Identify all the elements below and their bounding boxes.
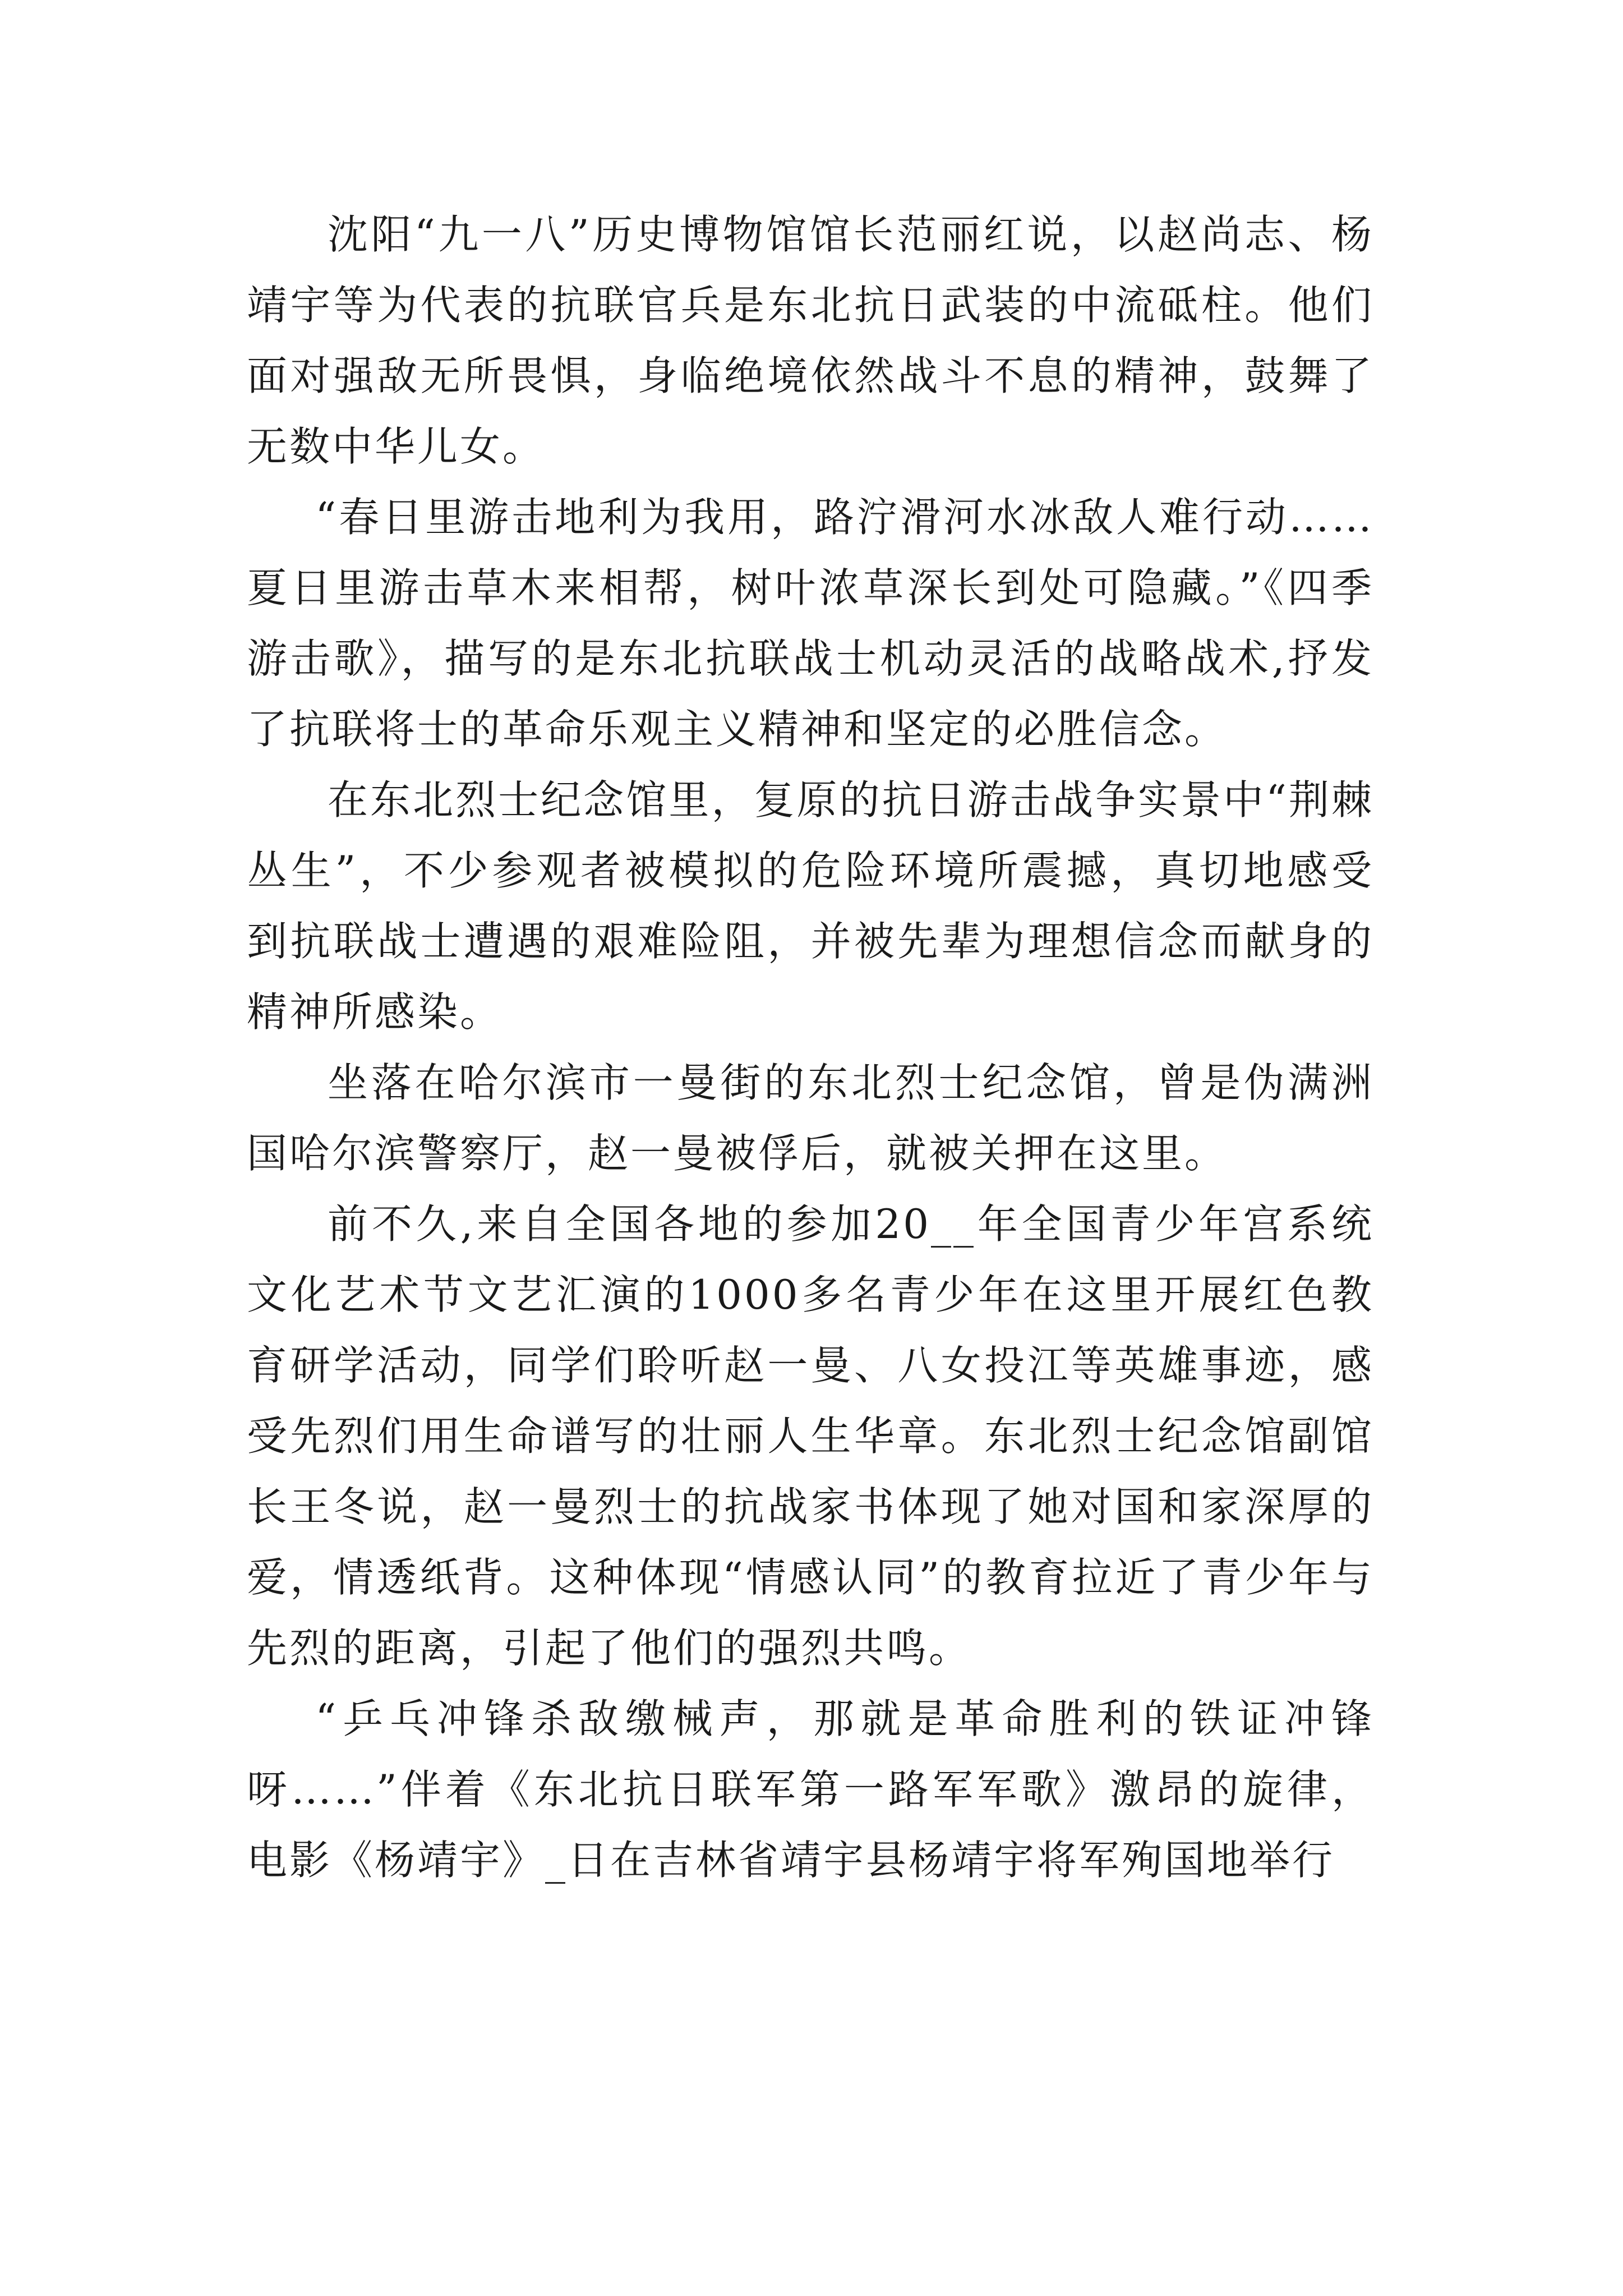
document-body	[247, 199, 1374, 1895]
paragraph-1: 沈阳“九一八”历史博物馆馆长范丽红说，以赵尚志、杨靖宇等为代表的抗联官兵是东北抗日武装的中流砥柱。他们面对强敌无所畏惧，身临绝境依然战斗不息的精神，鼓舞了无数中华儿女。	[247, 211, 1374, 470]
paragraph-4: 坐落在哈尔滨市一曼街的东北烈士纪念馆，曾是伪满洲国哈尔滨警察厅，赵一曼被俘后，就被关押在这里。	[247, 1059, 1374, 1177]
paragraph-5: 前不久,来自全国各地的参加20__年全国青少年宫系统文化艺术节文艺汇演的1000多名青少年在这里开展红色教育研学活动，同学们聆听赵一曼、八女投江等英雄事迹，感受先烈们用生命谱写的壮丽人生华章。东北烈士纪念馆副馆长王冬说，赵一曼烈士的抗战家书体现了她对国和家深厚的爱，情透纸背。这种体现“情感认同”的教育拉近了青少年与先烈的距离，引起了他们的强烈共鸣。	[247, 1200, 1374, 1672]
paragraph-3: 在东北烈士纪念馆里，复原的抗日游击战争实景中“荆棘丛生”，不少参观者被模拟的危险环境所震撼，真切地感受到抗联战士遭遇的艰难险阻，并被先辈为理想信念而献身的精神所感染。	[247, 776, 1374, 1036]
paragraph-6: “乒乓冲锋杀敌缴械声，那就是革命胜利的铁证冲锋呀……”伴着《东北抗日联军第一路军军歌》激昂的旋律，电影《杨靖宇》_日在吉林省靖宇县杨靖宇将军殉国地举行	[247, 1695, 1374, 1884]
paragraph-2: “春日里游击地利为我用，路泞滑河水冰敌人难行动……夏日里游击草木来相帮，树叶浓草深长到处可隐藏。”《四季游击歌》，描写的是东北抗联战士机动灵活的战略战术,抒发了抗联将士的革命乐观主义精神和坚定的必胜信念。	[247, 494, 1374, 753]
